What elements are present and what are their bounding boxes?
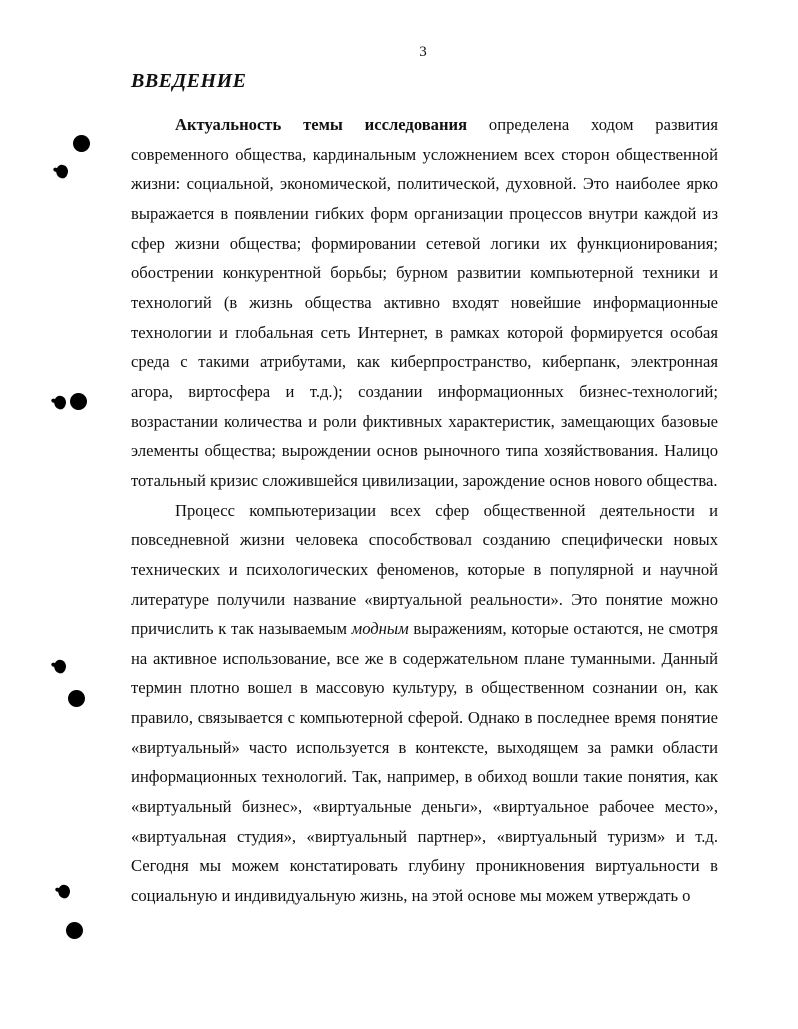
scan-blot [56, 883, 72, 899]
binder-hole-lower [68, 690, 85, 707]
paragraph-text: определена ходом развития современного общества, кардинальным усложнением всех сторон общественной жизни: социальной, экономической, политической, духовной. Это наиболее ярко выражается в появлении гибких форм организации процессов внутри каждой из сфер жизни общества; формировании сетевой логики их функционирования; обострении конкурентной борьбы; бурном развитии компьютерной техники и технологий (в жизнь общества активно входят новейшие информационные технологии и глобальная сеть Интернет, в рамках которой формируется особая среда с такими атрибутами, как киберпространство, киберпанк, электронная агора, виртосфера и т.д.); создании информационных бизнес-технологий; возрастании количества и роли фиктивных характеристик, замещающих базовые элементы общества; вырождении основ рыночного типа хозяйствования. Налицо тотальный кризис сложившейся цивилизации, зарождение основ нового общества. [131, 115, 718, 490]
paragraph-computerization [131, 496, 718, 911]
paragraph-lead: Актуальность темы исследования [175, 115, 468, 134]
page-number: 3 [419, 44, 427, 60]
paragraph-text-part2: выражениям, которые остаются, не смотря на активное использование, все же в содержательном плане туманными. Данный термин плотно вошел в массовую культуру, в общественном сознании он, как правило, связывается с компьютерной сферой. Однако в последнее время понятие «виртуальный» часто используется в контексте, выходящем за рамки области информационных технологий. Так, например, в обиход вошли такие понятия, как «виртуальный бизнес», «виртуальные деньги», «виртуальное рабочее место», «виртуальная студия», «виртуальный партнер», «виртуальный туризм» и т.д. Сегодня мы можем констатировать глубину проникновения виртуальности в социальную и индивидуальную жизнь, на этой основе мы можем утверждать о [131, 619, 718, 906]
section-heading: ВВЕДЕНИЕ [131, 70, 247, 92]
scan-blot [52, 658, 68, 674]
paragraph-text-part1: Процесс компьютеризации всех сфер общественной деятельности и повседневной жизни человека способствовал созданию специфически новых технических и психологических феноменов, которые в популярной и научной литературе получили название «виртуальной реальности». Это понятие можно причислить к так называемым [131, 500, 718, 639]
binder-hole-middle [70, 393, 87, 410]
binder-hole-top [73, 135, 90, 152]
paragraph-relevance [131, 110, 718, 496]
scan-blot [54, 163, 70, 179]
paragraph-emphasis: модным [351, 619, 409, 639]
binder-hole-bottom [66, 922, 83, 939]
scan-blot [52, 394, 68, 410]
body-text [131, 110, 718, 911]
